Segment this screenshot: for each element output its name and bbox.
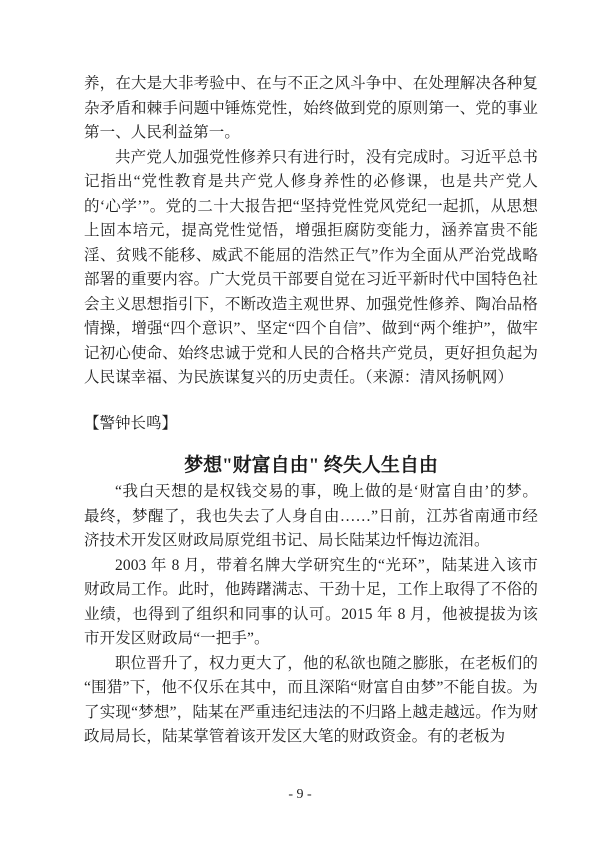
story-paragraph-confession: “我白天想的是权钱交易的事，晚上做的是‘财富自由’的梦。最终，梦醒了，我也失去了人身自由……”日前，江苏省南通市经济技术开发区财政局原党组书记、局长陆某边忏悔边流泪。 [84, 483, 538, 549]
section-heading-alarm-bell: 【警钟长鸣】 [84, 414, 178, 432]
page-number: - 9 - [288, 787, 312, 802]
page-content [84, 0, 538, 750]
paragraph-party-spirit-main: 共产党人加强党性修养只有进行时，没有完成时。习近平总书记指出“党性教育是共产党人修身养性的必修课，也是共产党人的‘心学’”。党的二十大报告把“坚持党性党风党纪一起抓，从思想上固本培元，提高党性觉悟，增强拒腐防变能力，涵养富贵不能淫、贫贱不能移、威武不能屈的浩然正气”作为全面从严治党战略部署的重要内容。广大党员干部要自觉在习近平新时代中国特色社会主义思想指引下，不断改造主观世界、加强党性修养、陶冶品格情操，增强“四个意识”、坚定“四个自信”、做到“两个维护”，做牢记初心使命、始终忠诚于党和人民的合格共产党员，更好担负起为人民谋幸福、为民族谋复兴的历史责任。（来源：清风扬帆网） [84, 148, 538, 386]
paragraph-party-spirit-continuation: 养，在大是大非考验中、在与不正之风斗争中、在处理解决各种复杂矛盾和棘手问题中锤炼党性，始终做到党的原则第一、党的事业第一、人民利益第一。 [84, 75, 538, 141]
story-paragraph-career: 2003 年 8 月，带着名牌大学研究生的“光环”，陆某进入该市财政局工作。此时，他踌躇满志、干劲十足，工作上取得了不俗的业绩，也得到了组织和同事的认可。2015 年 8 月，他被提拔为该市开发区财政局“一把手”。 [84, 556, 538, 647]
story-paragraph-corruption: 职位晋升了，权力更大了，他的私欲也随之膨胀，在老板们的“围猎”下，他不仅乐在其中，而且深陷“财富自由梦”不能自拔。为了实现“梦想”，陆某在严重违纪违法的不归路上越走越远。作为财政局局长，陆某掌管着该开发区大笔的财政资金。有的老板为 [84, 654, 538, 745]
article-title-freedom-dream: 梦想"财富自由" 终失人生自由 [184, 455, 438, 476]
